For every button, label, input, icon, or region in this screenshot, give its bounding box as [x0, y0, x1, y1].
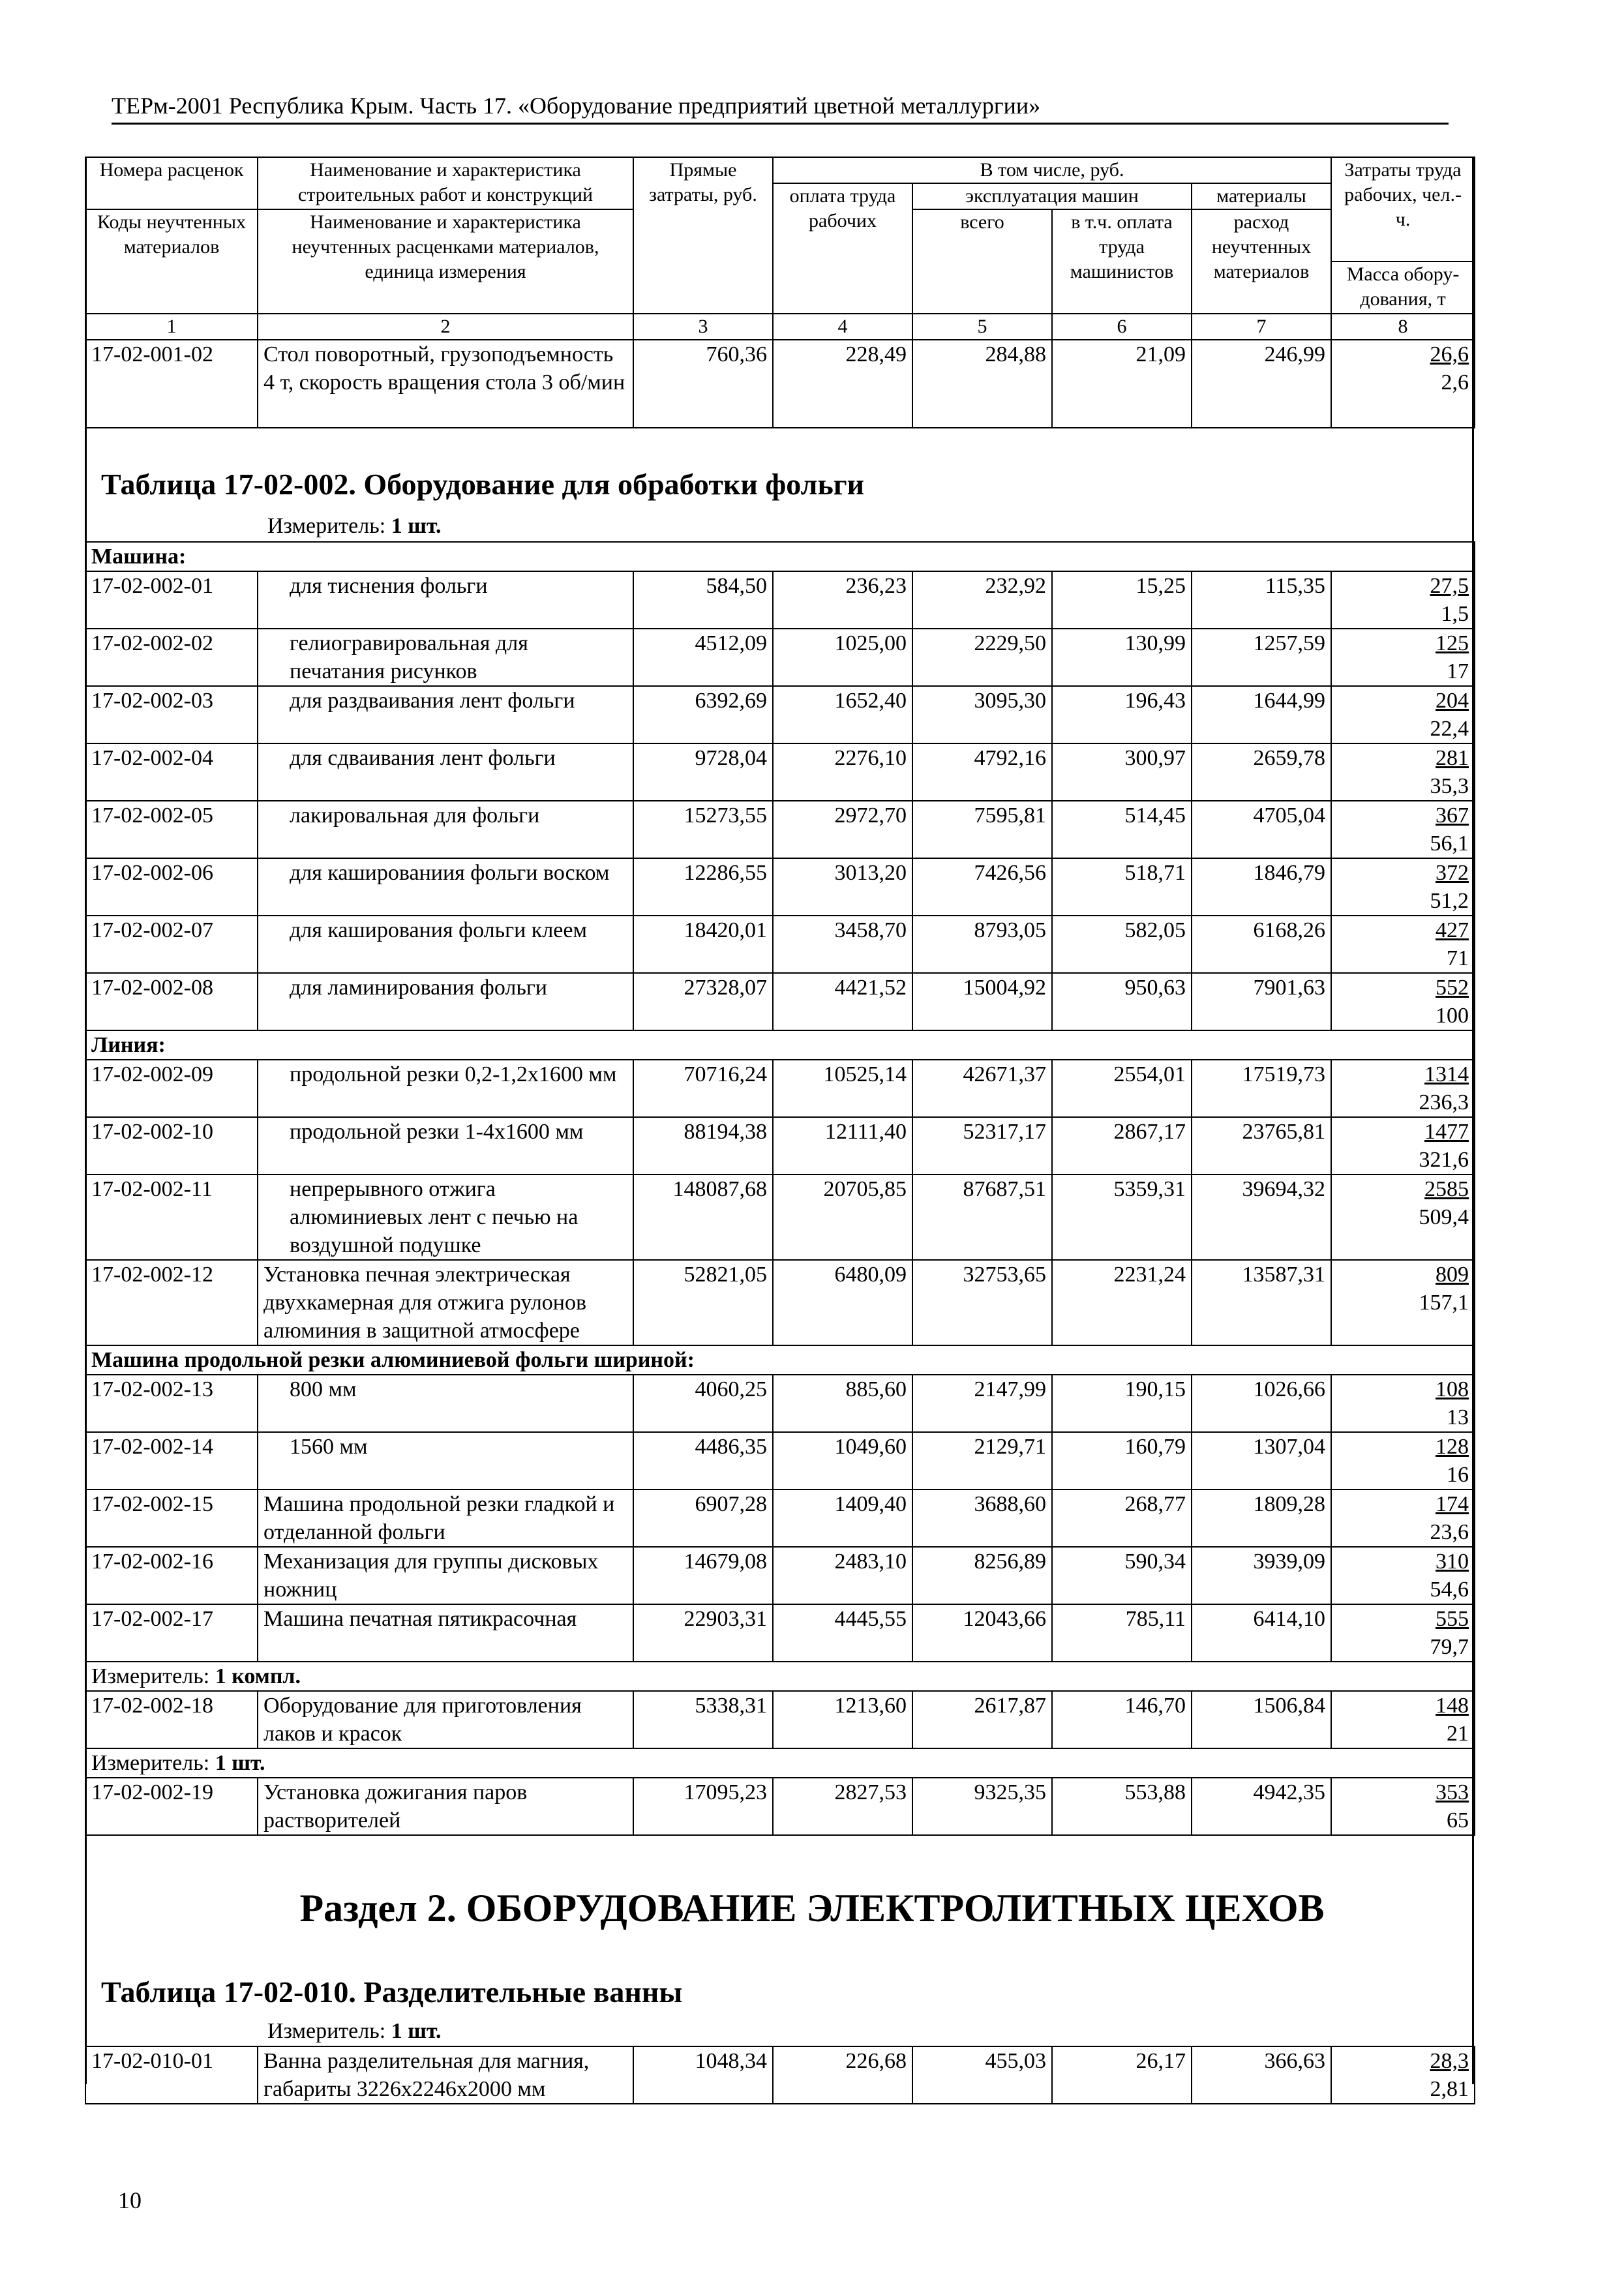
mass: 236,3 — [1419, 1090, 1469, 1115]
col7-header: расход неучтенных материалов — [1192, 209, 1331, 314]
row-code: 17-02-002-14 — [85, 1432, 258, 1489]
mass: 1,5 — [1441, 602, 1469, 626]
row-direct: 18420,01 — [633, 916, 773, 973]
row-labor: 2483,10 — [773, 1547, 912, 1604]
table-row — [85, 1117, 1475, 1174]
row-name: Ванна разделительная для магния, габариты 3226x2246x2000 мм — [258, 2046, 633, 2104]
row-labor-mass — [1331, 1547, 1475, 1604]
table-row — [85, 340, 1475, 428]
labor-hours: 1314 — [1424, 1062, 1469, 1086]
row-operators: 146,70 — [1052, 1691, 1192, 1748]
row-materials: 115,35 — [1192, 571, 1331, 629]
table-row — [85, 1489, 1475, 1547]
row-code: 17-02-002-18 — [85, 1691, 258, 1748]
labor-hours: 809 — [1436, 1263, 1469, 1287]
row-code: 17-02-002-10 — [85, 1117, 258, 1174]
table-row — [85, 743, 1475, 801]
mass: 56,1 — [1430, 831, 1469, 856]
row-code: 17-02-002-17 — [85, 1604, 258, 1662]
col-number: 4 — [773, 314, 912, 340]
row-machines: 12043,66 — [912, 1604, 1052, 1662]
labor-hours: 28,3 — [1430, 2049, 1469, 2073]
row-operators: 196,43 — [1052, 686, 1192, 743]
row-materials: 1506,84 — [1192, 1691, 1331, 1748]
measure-unit: 1 компл. — [215, 1664, 301, 1688]
row-machines: 2229,50 — [912, 629, 1052, 686]
row-direct: 15273,55 — [633, 801, 773, 858]
row-name: непрерывного отжига алюминиевых лент с печью на воздушной подушке — [258, 1174, 633, 1260]
row-name: для ламинирования фольги — [258, 973, 633, 1030]
row-materials: 1257,59 — [1192, 629, 1331, 686]
row-operators: 190,15 — [1052, 1375, 1192, 1432]
row-labor: 885,60 — [773, 1375, 912, 1432]
table-row — [85, 1432, 1475, 1489]
row-operators: 950,63 — [1052, 973, 1192, 1030]
row-labor: 3013,20 — [773, 858, 912, 916]
row-machines: 7426,56 — [912, 858, 1052, 916]
row-labor-mass — [1331, 1489, 1475, 1547]
labor-hours: 552 — [1436, 976, 1469, 1000]
labor-hours: 204 — [1436, 689, 1469, 713]
row-materials: 3939,09 — [1192, 1547, 1331, 1604]
mass: 2,6 — [1441, 370, 1469, 395]
mass: 79,7 — [1430, 1635, 1469, 1659]
col-number: 1 — [85, 314, 258, 340]
table-row — [85, 1778, 1475, 1835]
row-operators: 2867,17 — [1052, 1117, 1192, 1174]
row-code: 17-02-002-16 — [85, 1547, 258, 1604]
row-code: 17-02-002-06 — [85, 858, 258, 916]
row-direct: 88194,38 — [633, 1117, 773, 1174]
row-name: Машина продольной резки гладкой и отделанной фольги — [258, 1489, 633, 1547]
row-code: 17-02-002-12 — [85, 1260, 258, 1345]
mass: 54,6 — [1430, 1578, 1469, 1602]
measure-line — [267, 2017, 442, 2045]
row-direct: 70716,24 — [633, 1060, 773, 1117]
row-direct: 12286,55 — [633, 858, 773, 916]
row-direct: 4060,25 — [633, 1375, 773, 1432]
labor-hours: 1477 — [1424, 1120, 1469, 1144]
table-row — [85, 973, 1475, 1030]
row-direct: 6392,69 — [633, 686, 773, 743]
row-labor: 4421,52 — [773, 973, 912, 1030]
labor-hours: 26,6 — [1430, 342, 1469, 367]
row-direct: 5338,31 — [633, 1691, 773, 1748]
measure-row — [85, 1662, 1475, 1691]
table-row — [85, 571, 1475, 629]
row-machines: 87687,51 — [912, 1174, 1052, 1260]
row-labor-mass — [1331, 1117, 1475, 1174]
measure-line — [267, 512, 442, 540]
row-direct: 4486,35 — [633, 1432, 773, 1489]
labor-hours: 174 — [1436, 1492, 1469, 1516]
row-labor-mass — [1331, 1432, 1475, 1489]
labor-hours: 128 — [1436, 1435, 1469, 1459]
materials-header: материалы — [1192, 183, 1331, 209]
row-direct: 148087,68 — [633, 1174, 773, 1260]
row-code: 17-02-002-19 — [85, 1778, 258, 1835]
row-operators: 514,45 — [1052, 801, 1192, 858]
col4-header: оплата труда рабочих — [773, 183, 912, 314]
row-operators: 268,77 — [1052, 1489, 1192, 1547]
table-row — [85, 1260, 1475, 1345]
row-code: 17-02-002-08 — [85, 973, 258, 1030]
mass: 321,6 — [1419, 1148, 1469, 1172]
row-labor-mass — [1331, 571, 1475, 629]
row-labor: 2276,10 — [773, 743, 912, 801]
row-operators: 518,71 — [1052, 858, 1192, 916]
row-labor: 12111,40 — [773, 1117, 912, 1174]
labor-hours: 310 — [1436, 1549, 1469, 1574]
labor-hours: 2585 — [1424, 1177, 1469, 1201]
row-labor-mass — [1331, 2046, 1475, 2104]
row-code: 17-02-002-09 — [85, 1060, 258, 1117]
row-code: 17-02-002-03 — [85, 686, 258, 743]
row-operators: 21,09 — [1052, 340, 1192, 428]
row-name: лакировальная для фольги — [258, 801, 633, 858]
row-labor: 1409,40 — [773, 1489, 912, 1547]
mass: 2,81 — [1430, 2077, 1469, 2101]
separation-baths-table — [85, 2046, 1475, 2104]
row-direct: 17095,23 — [633, 1778, 773, 1835]
row-materials: 7901,63 — [1192, 973, 1331, 1030]
col1-top-header: Номера расценок — [85, 157, 258, 209]
row-machines: 3688,60 — [912, 1489, 1052, 1547]
row-labor-mass — [1331, 858, 1475, 916]
row-name: 800 мм — [258, 1375, 633, 1432]
row-operators: 26,17 — [1052, 2046, 1192, 2104]
row-machines: 15004,92 — [912, 973, 1052, 1030]
row-machines: 32753,65 — [912, 1260, 1052, 1345]
row-name: Стол поворотный, грузоподъемность 4 т, скорость вращения стола 3 об/мин — [258, 340, 633, 428]
row-code: 17-02-001-02 — [85, 340, 258, 428]
labor-hours: 427 — [1436, 918, 1469, 942]
row-materials: 246,99 — [1192, 340, 1331, 428]
measure-unit: 1 шт. — [215, 1751, 265, 1775]
row-labor-mass — [1331, 1778, 1475, 1835]
mass: 21 — [1447, 1722, 1469, 1746]
row-operators: 2231,24 — [1052, 1260, 1192, 1345]
col8-top-header: Затраты труда рабочих, чел.-ч. — [1331, 157, 1475, 262]
row-direct: 760,36 — [633, 340, 773, 428]
table-row — [85, 1604, 1475, 1662]
row-labor-mass — [1331, 686, 1475, 743]
labor-hours: 367 — [1436, 803, 1469, 828]
row-labor-mass — [1331, 1691, 1475, 1748]
row-labor: 2972,70 — [773, 801, 912, 858]
mass: 17 — [1447, 659, 1469, 683]
mass: 22,4 — [1430, 717, 1469, 741]
row-materials: 1644,99 — [1192, 686, 1331, 743]
row-code: 17-02-002-07 — [85, 916, 258, 973]
measure-unit: 1 шт. — [391, 2019, 442, 2043]
row-code: 17-02-002-11 — [85, 1174, 258, 1260]
row-labor: 226,68 — [773, 2046, 912, 2104]
row-labor: 236,23 — [773, 571, 912, 629]
row-labor: 228,49 — [773, 340, 912, 428]
row-materials: 13587,31 — [1192, 1260, 1331, 1345]
mass: 35,3 — [1430, 774, 1469, 798]
col-number: 3 — [633, 314, 773, 340]
col8-bottom-header: Масса обору-дования, т — [1331, 262, 1475, 314]
row-name: 1560 мм — [258, 1432, 633, 1489]
row-code: 17-02-002-05 — [85, 801, 258, 858]
foil-equipment-table — [85, 541, 1475, 1836]
row-labor-mass — [1331, 1174, 1475, 1260]
row-machines: 232,92 — [912, 571, 1052, 629]
measure-label: Измеритель: — [91, 1751, 210, 1775]
row-name: Оборудование для приготовления лаков и красок — [258, 1691, 633, 1748]
mass: 65 — [1447, 1808, 1469, 1833]
row-direct: 1048,34 — [633, 2046, 773, 2104]
labor-hours: 148 — [1436, 1694, 1469, 1718]
row-name: гелиогравировальная для печатания рисунков — [258, 629, 633, 686]
table-caption: Таблица 17-02-010. Разделительные ванны — [101, 1975, 683, 2009]
row-machines: 7595,81 — [912, 801, 1052, 858]
machines-header: эксплуатация машин — [912, 183, 1192, 209]
row-machines: 8256,89 — [912, 1547, 1052, 1604]
row-code: 17-02-002-15 — [85, 1489, 258, 1547]
row-labor-mass — [1331, 629, 1475, 686]
measure-label: Измеритель: — [267, 2019, 386, 2043]
row-name: продольной резки 0,2-1,2x1600 мм — [258, 1060, 633, 1117]
measure-row — [85, 1748, 1475, 1778]
row-direct: 52821,05 — [633, 1260, 773, 1345]
row-materials: 1307,04 — [1192, 1432, 1331, 1489]
row-name: для раздваивания лент фольги — [258, 686, 633, 743]
table-row — [85, 1375, 1475, 1432]
row-labor: 1213,60 — [773, 1691, 912, 1748]
incl-header: В том числе, руб. — [773, 157, 1331, 183]
labor-hours: 27,5 — [1430, 574, 1469, 598]
row-operators: 15,25 — [1052, 571, 1192, 629]
table-row — [85, 858, 1475, 916]
row-labor: 1025,00 — [773, 629, 912, 686]
labor-hours: 108 — [1436, 1377, 1469, 1401]
row-code: 17-02-002-01 — [85, 571, 258, 629]
row-machines: 284,88 — [912, 340, 1052, 428]
col-number: 7 — [1192, 314, 1331, 340]
row-operators: 160,79 — [1052, 1432, 1192, 1489]
row-materials: 1846,79 — [1192, 858, 1331, 916]
table-row — [85, 686, 1475, 743]
row-labor-mass — [1331, 1260, 1475, 1345]
row-operators: 2554,01 — [1052, 1060, 1192, 1117]
table-row — [85, 629, 1475, 686]
mass: 51,2 — [1430, 889, 1469, 913]
mass: 157,1 — [1419, 1291, 1469, 1315]
section-title: Раздел 2. ОБОРУДОВАНИЕ ЭЛЕКТРОЛИТНЫХ ЦЕХОВ — [299, 1887, 1325, 1930]
mass: 509,4 — [1419, 1205, 1469, 1229]
col3-header: Прямые затраты, руб. — [633, 157, 773, 314]
row-materials: 39694,32 — [1192, 1174, 1331, 1260]
row-code: 17-02-010-01 — [85, 2046, 258, 2104]
row-name: Механизация для группы дисковых ножниц — [258, 1547, 633, 1604]
col-number: 2 — [258, 314, 633, 340]
row-materials: 23765,81 — [1192, 1117, 1331, 1174]
row-operators: 553,88 — [1052, 1778, 1192, 1835]
row-labor-mass — [1331, 801, 1475, 858]
col6-header: в т.ч. оплата труда машинистов — [1052, 209, 1192, 314]
row-labor-mass — [1331, 1375, 1475, 1432]
row-materials: 1026,66 — [1192, 1375, 1331, 1432]
row-name: Машина печатная пятикрасочная — [258, 1604, 633, 1662]
labor-hours: 281 — [1436, 746, 1469, 770]
measure-unit: 1 шт. — [391, 514, 442, 538]
group-heading: Линия: — [85, 1030, 1475, 1060]
row-materials: 1809,28 — [1192, 1489, 1331, 1547]
row-operators: 590,34 — [1052, 1547, 1192, 1604]
row-machines: 455,03 — [912, 2046, 1052, 2104]
row-machines: 3095,30 — [912, 686, 1052, 743]
row-labor: 10525,14 — [773, 1060, 912, 1117]
row-materials: 4705,04 — [1192, 801, 1331, 858]
row-operators: 130,99 — [1052, 629, 1192, 686]
measure-label: Измеритель: — [91, 1664, 210, 1688]
col1-bottom-header: Коды неучтенных материалов — [85, 209, 258, 314]
table-caption: Таблица 17-02-002. Оборудование для обработки фольги — [101, 468, 865, 501]
row-direct: 9728,04 — [633, 743, 773, 801]
col-number: 5 — [912, 314, 1052, 340]
labor-hours: 372 — [1436, 861, 1469, 885]
row-name: продольной резки 1-4x1600 мм — [258, 1117, 633, 1174]
row-labor: 2827,53 — [773, 1778, 912, 1835]
row-machines: 42671,37 — [912, 1060, 1052, 1117]
table-row — [85, 1174, 1475, 1260]
table-row — [85, 916, 1475, 973]
row-direct: 4512,09 — [633, 629, 773, 686]
col-number: 6 — [1052, 314, 1192, 340]
col2-bottom-header: Наименование и характеристика неучтенных расценками материалов, единица измерения — [258, 209, 633, 314]
table-row — [85, 1060, 1475, 1117]
row-materials: 6168,26 — [1192, 916, 1331, 973]
labor-hours: 353 — [1436, 1780, 1469, 1804]
row-machines: 9325,35 — [912, 1778, 1052, 1835]
row-materials: 2659,78 — [1192, 743, 1331, 801]
row-machines: 2147,99 — [912, 1375, 1052, 1432]
row-operators: 300,97 — [1052, 743, 1192, 801]
row-direct: 22903,31 — [633, 1604, 773, 1662]
row-machines: 52317,17 — [912, 1117, 1052, 1174]
row-labor-mass — [1331, 1604, 1475, 1662]
mass: 100 — [1436, 1004, 1469, 1028]
row-labor: 1652,40 — [773, 686, 912, 743]
row-machines: 8793,05 — [912, 916, 1052, 973]
col5-header: всего — [912, 209, 1052, 314]
row-materials: 6414,10 — [1192, 1604, 1331, 1662]
row-materials: 17519,73 — [1192, 1060, 1331, 1117]
labor-hours: 125 — [1436, 631, 1469, 655]
row-direct: 27328,07 — [633, 973, 773, 1030]
col-number: 8 — [1331, 314, 1475, 340]
mass: 16 — [1447, 1463, 1469, 1487]
row-code: 17-02-002-02 — [85, 629, 258, 686]
row-code: 17-02-002-13 — [85, 1375, 258, 1432]
row-name: для каширования фольги клеем — [258, 916, 633, 973]
row-operators: 582,05 — [1052, 916, 1192, 973]
row-name: Установка печная электрическая двухкамерная для отжига рулонов алюминия в защитной атмосфере — [258, 1260, 633, 1345]
row-machines: 2617,87 — [912, 1691, 1052, 1748]
row-direct: 14679,08 — [633, 1547, 773, 1604]
row-direct: 6907,28 — [633, 1489, 773, 1547]
group-heading: Машина продольной резки алюминиевой фольги шириной: — [85, 1345, 1475, 1375]
header-table — [85, 157, 1475, 428]
row-name: для кашированиия фольги воском — [258, 858, 633, 916]
group-heading: Машина: — [85, 542, 1475, 571]
row-labor: 3458,70 — [773, 916, 912, 973]
row-name: для сдваивания лент фольги — [258, 743, 633, 801]
row-name: Установка дожигания паров растворителей — [258, 1778, 633, 1835]
measure-label: Измеритель: — [267, 514, 386, 538]
row-machines: 4792,16 — [912, 743, 1052, 801]
page-number: 10 — [118, 2187, 142, 2213]
row-name: для тиснения фольги — [258, 571, 633, 629]
table-row — [85, 2046, 1475, 2104]
col2-top-header: Наименование и характеристика строительных работ и конструкций — [258, 157, 633, 209]
mass: 71 — [1447, 946, 1469, 970]
row-labor-mass — [1331, 743, 1475, 801]
row-direct: 584,50 — [633, 571, 773, 629]
row-operators: 5359,31 — [1052, 1174, 1192, 1260]
row-operators: 785,11 — [1052, 1604, 1192, 1662]
table-row — [85, 1547, 1475, 1604]
row-materials: 366,63 — [1192, 2046, 1331, 2104]
table-row — [85, 801, 1475, 858]
row-machines: 2129,71 — [912, 1432, 1052, 1489]
row-labor: 6480,09 — [773, 1260, 912, 1345]
page-header: ТЕРм-2001 Республика Крым. Часть 17. «Оборудование предприятий цветной металлургии» — [112, 91, 1449, 125]
row-labor-mass — [1331, 340, 1475, 428]
mass: 13 — [1447, 1405, 1469, 1429]
row-labor: 4445,55 — [773, 1604, 912, 1662]
row-labor-mass — [1331, 1060, 1475, 1117]
row-labor-mass — [1331, 973, 1475, 1030]
labor-hours: 555 — [1436, 1607, 1469, 1631]
table-row — [85, 1691, 1475, 1748]
mass: 23,6 — [1430, 1520, 1469, 1544]
row-labor: 20705,85 — [773, 1174, 912, 1260]
row-labor-mass — [1331, 916, 1475, 973]
row-code: 17-02-002-04 — [85, 743, 258, 801]
row-labor: 1049,60 — [773, 1432, 912, 1489]
row-materials: 4942,35 — [1192, 1778, 1331, 1835]
